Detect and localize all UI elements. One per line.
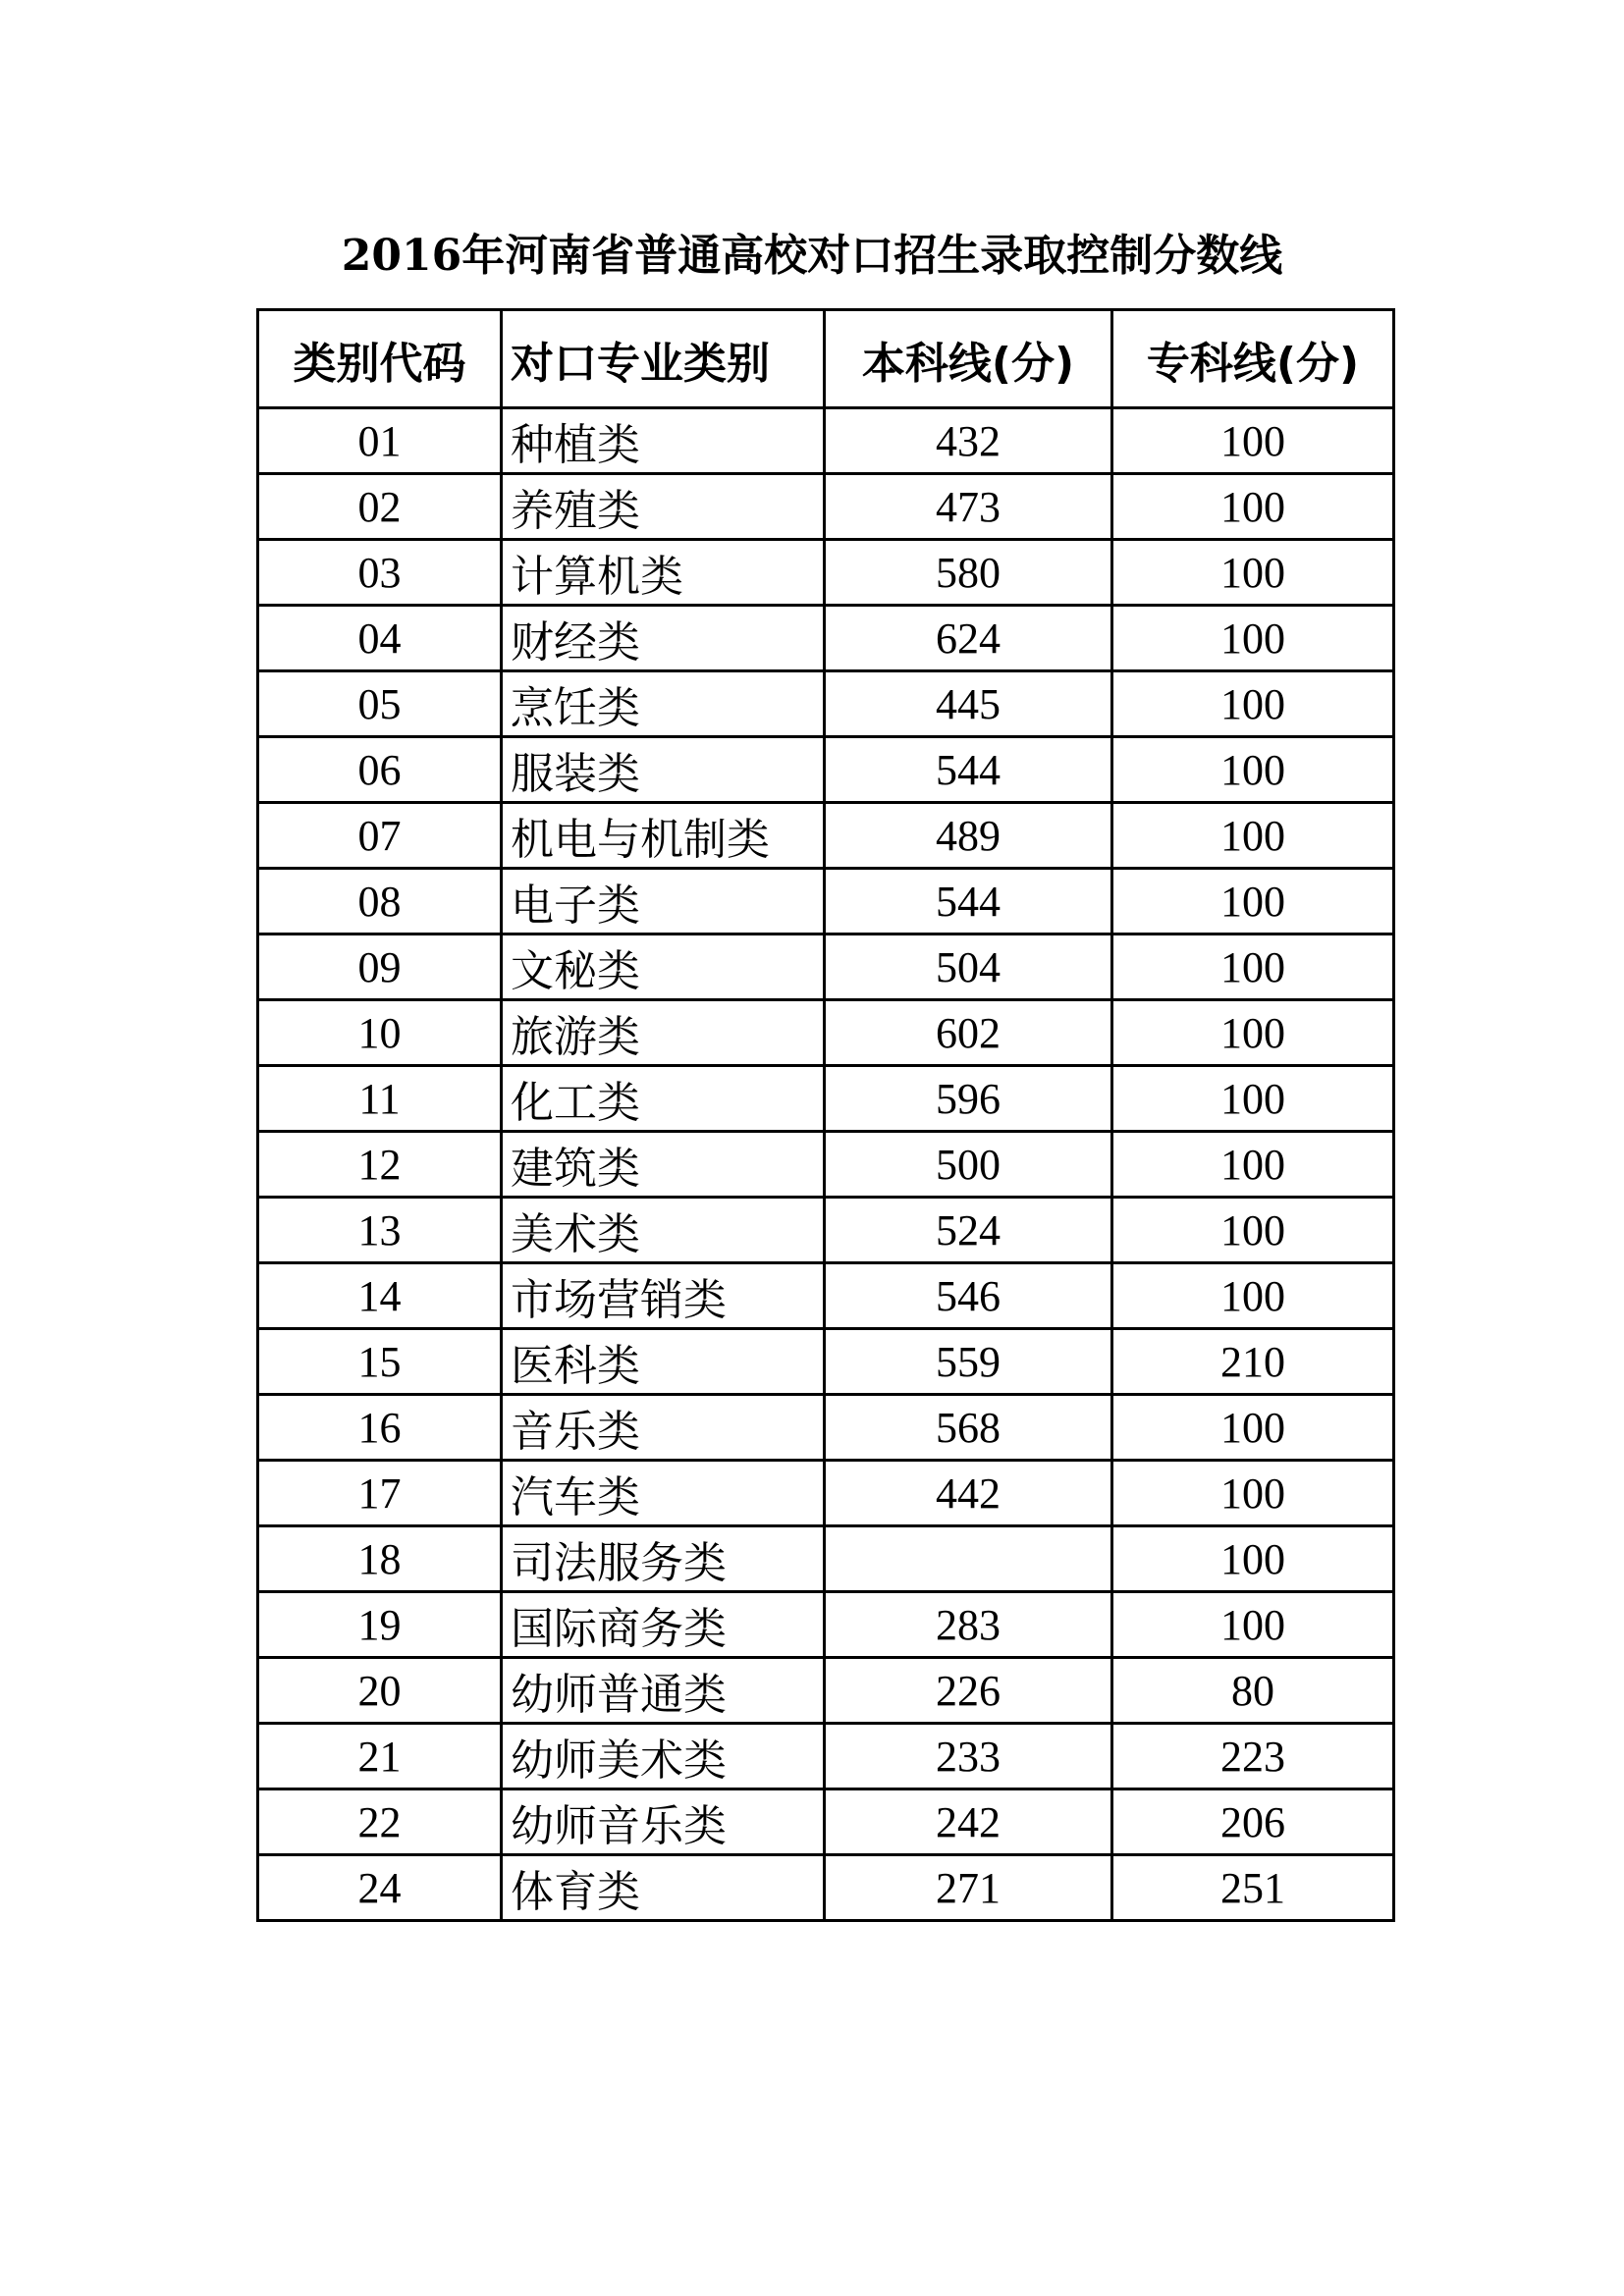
category-code-cell: 01 (258, 408, 502, 474)
junior-line-cell: 100 (1112, 408, 1394, 474)
major-category-cell: 幼师普通类 (502, 1658, 825, 1724)
category-code-cell: 08 (258, 869, 502, 934)
junior-line-cell: 210 (1112, 1329, 1394, 1395)
major-category-cell: 烹饪类 (502, 671, 825, 737)
table-header-row (258, 310, 1394, 408)
table-row (258, 606, 1394, 671)
table-row (258, 1395, 1394, 1461)
junior-line-cell: 100 (1112, 934, 1394, 1000)
major-category-cell: 旅游类 (502, 1000, 825, 1066)
category-code-cell: 15 (258, 1329, 502, 1395)
undergrad-line-cell: 283 (825, 1592, 1112, 1658)
table-row (258, 474, 1394, 540)
category-code-cell: 11 (258, 1066, 502, 1132)
junior-line-cell: 100 (1112, 869, 1394, 934)
junior-line-cell: 100 (1112, 1000, 1394, 1066)
major-category-cell: 计算机类 (502, 540, 825, 606)
page-title: 2016年河南省普通高校对口招生录取控制分数线 (341, 231, 1283, 281)
table-row (258, 671, 1394, 737)
table-row (258, 1724, 1394, 1789)
major-category-cell: 化工类 (502, 1066, 825, 1132)
undergrad-line-cell: 596 (825, 1066, 1112, 1132)
table-row (258, 803, 1394, 869)
junior-line-cell: 100 (1112, 1461, 1394, 1526)
category-code-cell: 07 (258, 803, 502, 869)
junior-line-cell: 100 (1112, 803, 1394, 869)
category-code-cell: 22 (258, 1789, 502, 1855)
major-category-cell: 司法服务类 (502, 1526, 825, 1592)
table-row (258, 1592, 1394, 1658)
table-row (258, 737, 1394, 803)
major-category-cell: 服装类 (502, 737, 825, 803)
category-code-cell: 12 (258, 1132, 502, 1198)
category-code-cell: 02 (258, 474, 502, 540)
score-table (256, 308, 1395, 1922)
junior-line-cell: 100 (1112, 474, 1394, 540)
category-code-cell: 09 (258, 934, 502, 1000)
junior-line-cell: 251 (1112, 1855, 1394, 1921)
table-row (258, 540, 1394, 606)
category-code-cell: 17 (258, 1461, 502, 1526)
category-code-cell: 05 (258, 671, 502, 737)
table-row (258, 408, 1394, 474)
header-category-code: 类别代码 (258, 310, 502, 408)
table-row (258, 1132, 1394, 1198)
major-category-cell: 国际商务类 (502, 1592, 825, 1658)
table-row (258, 1658, 1394, 1724)
major-category-cell: 养殖类 (502, 474, 825, 540)
major-category-cell: 美术类 (502, 1198, 825, 1263)
major-category-cell: 电子类 (502, 869, 825, 934)
major-category-cell: 汽车类 (502, 1461, 825, 1526)
category-code-cell: 04 (258, 606, 502, 671)
table-row (258, 1263, 1394, 1329)
table-row (258, 1066, 1394, 1132)
major-category-cell: 体育类 (502, 1855, 825, 1921)
junior-line-cell: 100 (1112, 1592, 1394, 1658)
undergrad-line-cell: 445 (825, 671, 1112, 737)
junior-line-cell: 206 (1112, 1789, 1394, 1855)
table-body (258, 408, 1394, 1921)
junior-line-cell: 100 (1112, 1263, 1394, 1329)
undergrad-line-cell: 568 (825, 1395, 1112, 1461)
junior-line-cell: 80 (1112, 1658, 1394, 1724)
category-code-cell: 10 (258, 1000, 502, 1066)
undergrad-line-cell: 546 (825, 1263, 1112, 1329)
undergrad-line-cell: 432 (825, 408, 1112, 474)
undergrad-line-cell: 242 (825, 1789, 1112, 1855)
major-category-cell: 幼师美术类 (502, 1724, 825, 1789)
header-major-category: 对口专业类别 (502, 310, 825, 408)
header-undergrad-line: 本科线(分) (825, 310, 1112, 408)
junior-line-cell: 100 (1112, 1066, 1394, 1132)
major-category-cell: 机电与机制类 (502, 803, 825, 869)
junior-line-cell: 223 (1112, 1724, 1394, 1789)
category-code-cell: 14 (258, 1263, 502, 1329)
category-code-cell: 20 (258, 1658, 502, 1724)
undergrad-line-cell: 233 (825, 1724, 1112, 1789)
major-category-cell: 幼师音乐类 (502, 1789, 825, 1855)
table-row (258, 1329, 1394, 1395)
major-category-cell: 音乐类 (502, 1395, 825, 1461)
undergrad-line-cell: 500 (825, 1132, 1112, 1198)
junior-line-cell: 100 (1112, 737, 1394, 803)
undergrad-line-cell: 473 (825, 474, 1112, 540)
major-category-cell: 种植类 (502, 408, 825, 474)
undergrad-line-cell: 580 (825, 540, 1112, 606)
table-row (258, 1789, 1394, 1855)
junior-line-cell: 100 (1112, 671, 1394, 737)
table-row (258, 1855, 1394, 1921)
junior-line-cell: 100 (1112, 1198, 1394, 1263)
junior-line-cell: 100 (1112, 1395, 1394, 1461)
category-code-cell: 06 (258, 737, 502, 803)
undergrad-line-cell: 559 (825, 1329, 1112, 1395)
table-row (258, 1198, 1394, 1263)
table-row (258, 1461, 1394, 1526)
table-row (258, 869, 1394, 934)
category-code-cell: 03 (258, 540, 502, 606)
junior-line-cell: 100 (1112, 1526, 1394, 1592)
major-category-cell: 医科类 (502, 1329, 825, 1395)
category-code-cell: 13 (258, 1198, 502, 1263)
category-code-cell: 24 (258, 1855, 502, 1921)
table-row (258, 1000, 1394, 1066)
category-code-cell: 21 (258, 1724, 502, 1789)
undergrad-line-cell (825, 1526, 1112, 1592)
undergrad-line-cell: 624 (825, 606, 1112, 671)
major-category-cell: 市场营销类 (502, 1263, 825, 1329)
undergrad-line-cell: 544 (825, 737, 1112, 803)
undergrad-line-cell: 271 (825, 1855, 1112, 1921)
junior-line-cell: 100 (1112, 1132, 1394, 1198)
major-category-cell: 财经类 (502, 606, 825, 671)
undergrad-line-cell: 226 (825, 1658, 1112, 1724)
category-code-cell: 19 (258, 1592, 502, 1658)
undergrad-line-cell: 489 (825, 803, 1112, 869)
undergrad-line-cell: 602 (825, 1000, 1112, 1066)
header-junior-line: 专科线(分) (1112, 310, 1394, 408)
category-code-cell: 18 (258, 1526, 502, 1592)
undergrad-line-cell: 544 (825, 869, 1112, 934)
undergrad-line-cell: 504 (825, 934, 1112, 1000)
major-category-cell: 建筑类 (502, 1132, 825, 1198)
undergrad-line-cell: 442 (825, 1461, 1112, 1526)
junior-line-cell: 100 (1112, 606, 1394, 671)
table-row (258, 934, 1394, 1000)
category-code-cell: 16 (258, 1395, 502, 1461)
undergrad-line-cell: 524 (825, 1198, 1112, 1263)
junior-line-cell: 100 (1112, 540, 1394, 606)
major-category-cell: 文秘类 (502, 934, 825, 1000)
table-row (258, 1526, 1394, 1592)
